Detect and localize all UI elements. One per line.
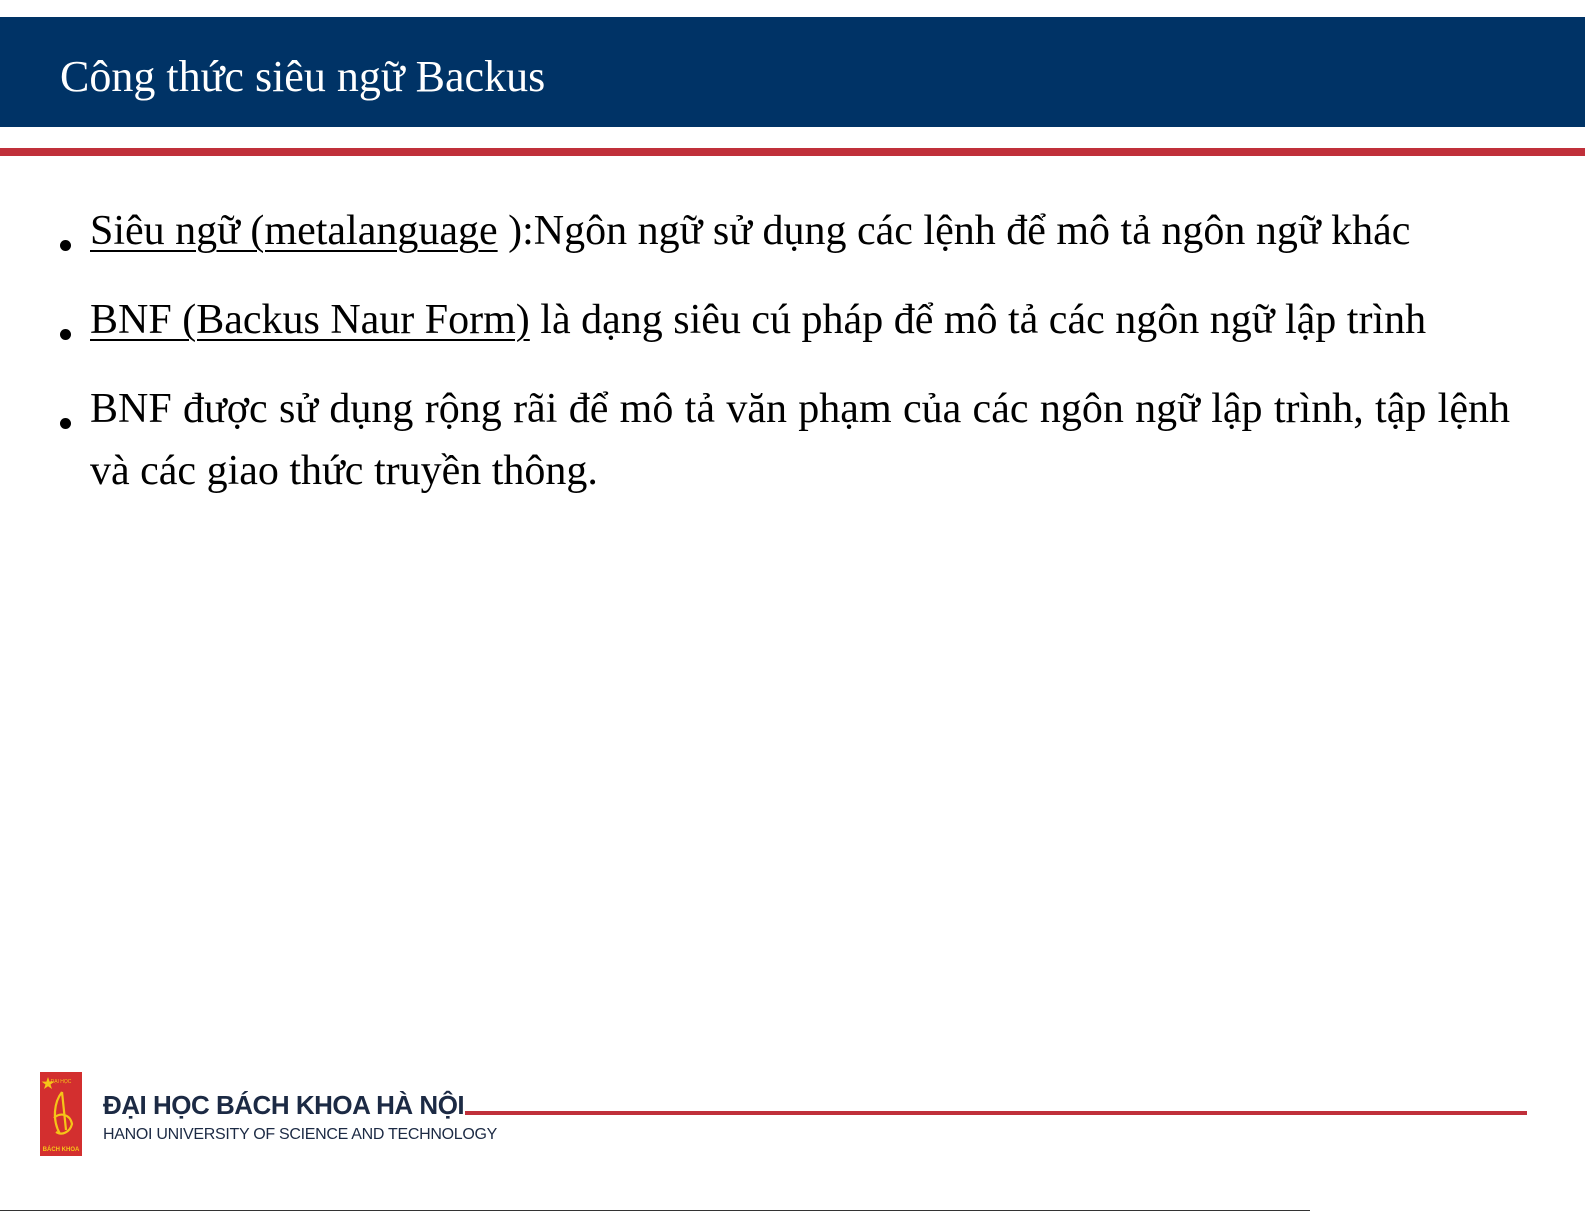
university-name: ĐẠI HỌC BÁCH KHOA HÀ NỘI bbox=[103, 1090, 465, 1120]
bullet-dot-icon bbox=[60, 329, 71, 340]
bullet-item bbox=[54, 200, 1510, 262]
university-logo-icon bbox=[40, 1072, 82, 1156]
footer-divider bbox=[465, 1111, 1527, 1115]
title-bar bbox=[0, 17, 1585, 127]
university-name-en: HANOI UNIVERSITY OF SCIENCE AND TECHNOLOGY bbox=[103, 1126, 497, 1143]
slide-title: Công thức siêu ngữ Backus bbox=[60, 52, 546, 101]
bullet-term: Siêu ngữ (metalanguage bbox=[90, 208, 498, 254]
bullet-text: là dạng siêu cú pháp để mô tả các ngôn ngữ lập trình bbox=[529, 297, 1427, 343]
logo-text-top: ĐẠI HỌC bbox=[50, 1079, 72, 1085]
logo-text-bottom: BÁCH KHOA bbox=[42, 1147, 80, 1153]
bullet-list bbox=[54, 200, 1510, 529]
bullet-text: BNF được sử dụng rộng rãi để mô tả văn phạm của các ngôn ngữ lập trình, tập lệnh và các giao thức truyền thông. bbox=[90, 386, 1510, 494]
bullet-item bbox=[54, 289, 1510, 351]
bullet-item bbox=[54, 378, 1510, 502]
bullet-dot-icon bbox=[60, 418, 71, 429]
bullet-dot-icon bbox=[60, 240, 71, 251]
header-divider bbox=[0, 148, 1585, 156]
bullet-text: ):Ngôn ngữ sử dụng các lệnh để mô tả ngôn ngữ khác bbox=[497, 208, 1411, 254]
bullet-term: BNF (Backus Naur Form) bbox=[90, 297, 530, 343]
bottom-border bbox=[0, 1210, 1310, 1211]
